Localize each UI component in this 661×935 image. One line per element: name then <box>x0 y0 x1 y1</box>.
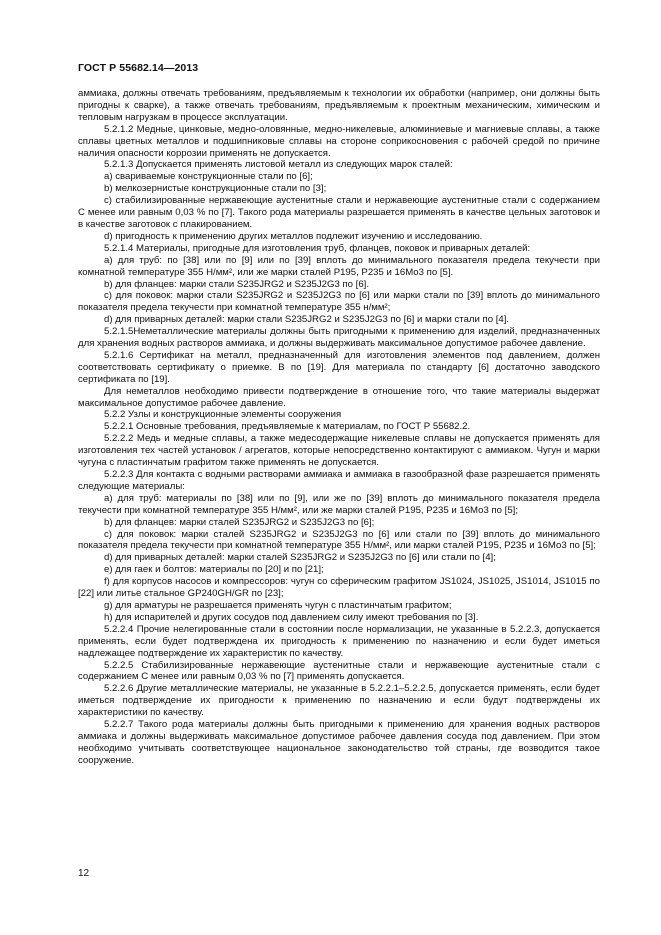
list-item: b) для фланцев: марки стали S235JRG2 и S235J2G3 по [6]. <box>104 278 369 290</box>
list-item: с) для поковок: марки сталей S235JRG2 и S235J2G3 по [6] или стали по [39] вплоть до минимального показателя предела текучести при комнатной температуре 355 Н/мм², или марки сталей Р195, Р235 и 16Мо3 по [5]; <box>78 528 600 552</box>
paragraph: 5.2.1.4 Материалы, пригодные для изготовления труб, фланцев, поковок и приварных деталей: <box>104 242 531 254</box>
list-item: d) пригодность к применению других металлов подлежит изучению и исследованию. <box>104 230 483 242</box>
list-item: g) для арматуры не разрешается применять чугун с пластинчатым графитом; <box>104 599 452 611</box>
paragraph: Для неметаллов необходимо привести подтверждение в отношение того, что такие материалы выдержат максимальное допустимое рабочее давление. <box>78 385 600 409</box>
paragraph: 5.2.2.3 Для контакта с водными растворами аммиака и аммиака в газообразной фазе разрешается применять следующие материалы: <box>78 469 600 492</box>
list-item: h) для испарителей и других сосудов под давлением силу имеют требования по [3]. <box>104 611 479 623</box>
list-item: е) для гаек и болтов: материалы по [20] и по [21]; <box>104 564 324 576</box>
paragraph: 5.2.1.3 Допускается применять листовой металл из следующих марок сталей: <box>104 159 453 171</box>
section-heading: 5.2.2 Узлы и конструкционные элементы сооружения <box>104 409 342 421</box>
paragraph: 5.2.2.2 Медь и медные сплавы, а также медесодержащие никелевые сплавы не допускается применять для изготовления тех частей установок / агрегатов, которые непосредственно контактируют с аммиаком. Чугун и марки чугуна с пластинчатым графитом также применять не допускается. <box>78 433 600 469</box>
paragraph: 5.2.1.2 Медные, цинковые, медно-оловянные, медно-никелевые, алюминиевые и магниевые сплавы, а также сплавы цветных металлов и подшипниковые сплавы на стороне соприкосновения с рабочей средой по причине наличия опасности коррозии применять не допускается. <box>78 123 600 159</box>
paragraph: аммиака, должны отвечать требованиям, предъявляемым к технологии их обработки (например, они должны быть пригодны к сварке), а также отвечать требованиям, предъявляемым к проектным механическим, химическим и тепловым нагрузкам в процессе эксплуатации. <box>78 88 600 123</box>
list-item: с) для поковок: марки стали S235JRG2 и S235J2G3 по [6] или марки стали по [39] вплоть до минимального показателя предела текучести при комнатной температуре 355 н/мм²; <box>78 290 600 314</box>
paragraph: 5.2.2.6 Другие металлические материалы, не указанные в 5.2.2.1–5.2.2.5, допускается применять, если будет иметься подтверждение их пригодности к применению по назначению и если будут подтверждены их характеристики по качеству. <box>78 683 600 719</box>
paragraph: 5.2.1.5Неметаллические материалы должны быть пригодными к применению для изделий, предназначенных для хранения водных растворов аммиака, и должны выдерживать максимальное допустимое рабочее давление. <box>78 326 600 350</box>
list-item: а) свариваемые конструкционные стали по [6]; <box>104 171 313 183</box>
list-item: f) для корпусов насосов и компрессоров: чугун со сферическим графитом JS1024, JS1025, JS1014, JS1015 по [22] или литье стальное GP240GH/GR по [23]; <box>78 576 600 600</box>
page-number: 12 <box>78 868 90 879</box>
list-item: а) для труб: материалы по [38] или по [9], или же по [39] вплоть до минимального показателя предела текучести при комнатной температуре 355 Н/мм², или же марки сталей Р195, Р235 и 16Мо3 по [5]; <box>78 492 600 516</box>
standard-header: ГОСТ Р 55682.14—2013 <box>78 62 199 74</box>
paragraph: 5.2.2.5 Стабилизированные нержавеющие аустенитные стали и нержавеющие аустенитные стали с содержанием С менее или равным 0,03 % по [7] применять допускается. <box>78 659 600 683</box>
list-item: d) для приварных деталей: марки сталей S235JRG2 и S235J2G3 по [6] или стали по [4]; <box>104 552 496 564</box>
list-item: b) для фланцев: марки сталей S235JRG2 и S235J2G3 по [6]; <box>104 516 375 528</box>
list-item: с) стабилизированные нержавеющие аустенитные стали и нержавеющие аустенитные стали с содержанием С менее или равным 0,03 % по [7]. Такого рода материалы разрешается применять в качестве цельных заготовок и в качестве заготовок с плакированием. <box>78 195 600 230</box>
paragraph: 5.2.1.6 Сертификат на металл, предназначенный для изготовления элементов под давлением, должен соответствовать сертификату о приемке. В по [19]. Для материала по стандарту [6] достаточно заводского сертификата по [19]. <box>78 349 600 385</box>
document-body <box>78 88 600 767</box>
list-item: а) для труб: по [38] или по [9] или по [39] вплоть до минимального показателя предела текучести при комнатной температуре 355 Н/мм², или же марки сталей Р195, Р235 и 16Мо3 по [5]. <box>78 254 600 278</box>
paragraph: 5.2.2.7 Такого рода материалы должны быть пригодными к применению для хранения водных растворов аммиака и должны выдерживать максимальное допустимое рабочее давления сосуда под давлением. При этом необходимо учитывать соответствующее национальное законодательство той страны, где возводится такое сооружение. <box>78 719 600 766</box>
paragraph: 5.2.2.1 Основные требования, предъявляемые к материалам, по ГОСТ Р 55682.2. <box>104 421 471 433</box>
list-item: d) для приварных деталей: марки стали S235JRG2 и S235J2G3 по [6] и марки стали по [4]. <box>104 314 510 326</box>
list-item: b) мелкозернистые конструкционные стали по [3]; <box>104 183 327 195</box>
paragraph: 5.2.2.4 Прочие нелегированные стали в состоянии после нормализации, не указанные в 5.2.2.3, допускается применять, если будет подтверждена их пригодность к применению по назначению и если будет иметься надлежащее подтверждение их характеристик по качеству. <box>78 623 600 659</box>
